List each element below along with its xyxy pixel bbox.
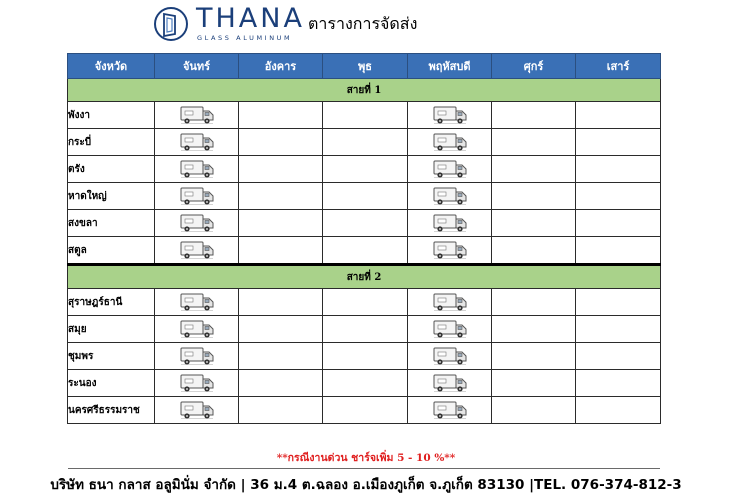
delivery-truck-icon [180,132,214,152]
company-footer: บริษัท ธนา กลาส อลูมินั่ม จำกัด | 36 ม.4 ต.ฉลอง อ.เมืองภูเก็ต จ.ภูเก็ต 83130 |TEL. 076-374-812-3 [50,477,682,493]
province-name: นครศรีธรรมราช [68,397,155,424]
delivery-truck-icon [180,213,214,233]
day-cell [492,129,576,156]
table-row [68,289,661,316]
day-cell [576,210,661,237]
table-row [68,156,661,183]
day-cell [576,397,661,424]
day-cell [408,210,492,237]
day-cell [323,129,408,156]
column-header: พฤหัสบดี [408,54,492,79]
day-cell [323,102,408,129]
day-cell [408,289,492,316]
delivery-truck-icon [433,132,467,152]
day-cell [408,156,492,183]
table-row [68,183,661,210]
column-header: เสาร์ [576,54,661,79]
day-cell [492,370,576,397]
day-cell [155,316,239,343]
delivery-truck-icon [433,105,467,125]
day-cell [239,397,323,424]
day-cell [239,316,323,343]
day-cell [323,397,408,424]
province-name: ระนอง [68,370,155,397]
province-name: ตรัง [68,156,155,183]
table-row [68,102,661,129]
delivery-truck-icon [433,213,467,233]
day-cell [492,156,576,183]
page-header [0,0,732,50]
day-cell [239,370,323,397]
day-cell [492,210,576,237]
day-cell [408,129,492,156]
delivery-truck-icon [433,186,467,206]
day-cell [155,102,239,129]
province-name: หาดใหญ่ [68,183,155,210]
day-cell [576,370,661,397]
day-cell [576,156,661,183]
day-cell [155,156,239,183]
rush-charge-note: **กรณีงานด่วน ชาร์จเพิ่ม 5 - 10 %** [276,452,456,464]
delivery-truck-icon [433,159,467,179]
day-cell [323,156,408,183]
delivery-truck-icon [180,373,214,393]
day-cell [408,370,492,397]
thana-logo-icon [153,6,189,42]
day-cell [492,237,576,265]
brand-name: THANA [196,3,305,34]
province-name: สตูล [68,237,155,265]
day-cell [155,343,239,370]
delivery-truck-icon [180,346,214,366]
day-cell [155,183,239,210]
table-row [68,237,661,265]
column-header: จันทร์ [155,54,239,79]
day-cell [492,289,576,316]
day-cell [576,237,661,265]
delivery-truck-icon [180,292,214,312]
table-row [68,397,661,424]
day-cell [492,102,576,129]
brand-subtitle: GLASS ALUMINUM [197,34,293,42]
table-row [68,129,661,156]
day-cell [576,289,661,316]
page-title: ตารางการจัดส่ง [308,14,418,33]
table-row [68,343,661,370]
column-header: จังหวัด [68,54,155,79]
day-cell [323,210,408,237]
day-cell [323,316,408,343]
zone-label: สายที่ 2 [68,265,661,289]
day-cell [492,316,576,343]
day-cell [155,129,239,156]
delivery-truck-icon [433,346,467,366]
day-cell [576,102,661,129]
day-cell [323,289,408,316]
delivery-truck-icon [180,105,214,125]
table-row [68,316,661,343]
zone-row [68,265,661,289]
day-cell [239,129,323,156]
delivery-truck-icon [433,240,467,260]
day-cell [576,183,661,210]
day-cell [239,156,323,183]
delivery-truck-icon [433,373,467,393]
day-cell [155,397,239,424]
delivery-truck-icon [180,240,214,260]
day-cell [576,129,661,156]
day-cell [323,370,408,397]
delivery-schedule-table [67,53,661,424]
day-cell [239,210,323,237]
day-cell [239,343,323,370]
day-cell [408,343,492,370]
day-cell [408,237,492,265]
province-name: สมุย [68,316,155,343]
day-cell [239,102,323,129]
delivery-truck-icon [433,292,467,312]
column-header: อังคาร [239,54,323,79]
delivery-truck-icon [433,400,467,420]
province-name: สุราษฎร์ธานี [68,289,155,316]
day-cell [408,183,492,210]
delivery-truck-icon [180,400,214,420]
day-cell [323,237,408,265]
column-header: พุธ [323,54,408,79]
day-cell [492,343,576,370]
day-cell [155,210,239,237]
zone-label: สายที่ 1 [68,79,661,102]
table-row [68,370,661,397]
delivery-truck-icon [180,319,214,339]
column-header: ศุกร์ [492,54,576,79]
delivery-truck-icon [180,159,214,179]
province-name: ชุมพร [68,343,155,370]
day-cell [239,183,323,210]
day-cell [155,237,239,265]
delivery-truck-icon [180,186,214,206]
day-cell [408,397,492,424]
day-cell [576,343,661,370]
delivery-truck-icon [433,319,467,339]
day-cell [576,316,661,343]
day-cell [408,102,492,129]
table-header-row [68,54,661,79]
footer-divider [68,468,660,469]
province-name: กระบี่ [68,129,155,156]
day-cell [408,316,492,343]
day-cell [239,289,323,316]
province-name: พังงา [68,102,155,129]
day-cell [155,370,239,397]
day-cell [492,183,576,210]
table-row [68,210,661,237]
zone-row [68,79,661,102]
day-cell [239,237,323,265]
province-name: สงขลา [68,210,155,237]
day-cell [323,343,408,370]
day-cell [323,183,408,210]
day-cell [492,397,576,424]
day-cell [155,289,239,316]
